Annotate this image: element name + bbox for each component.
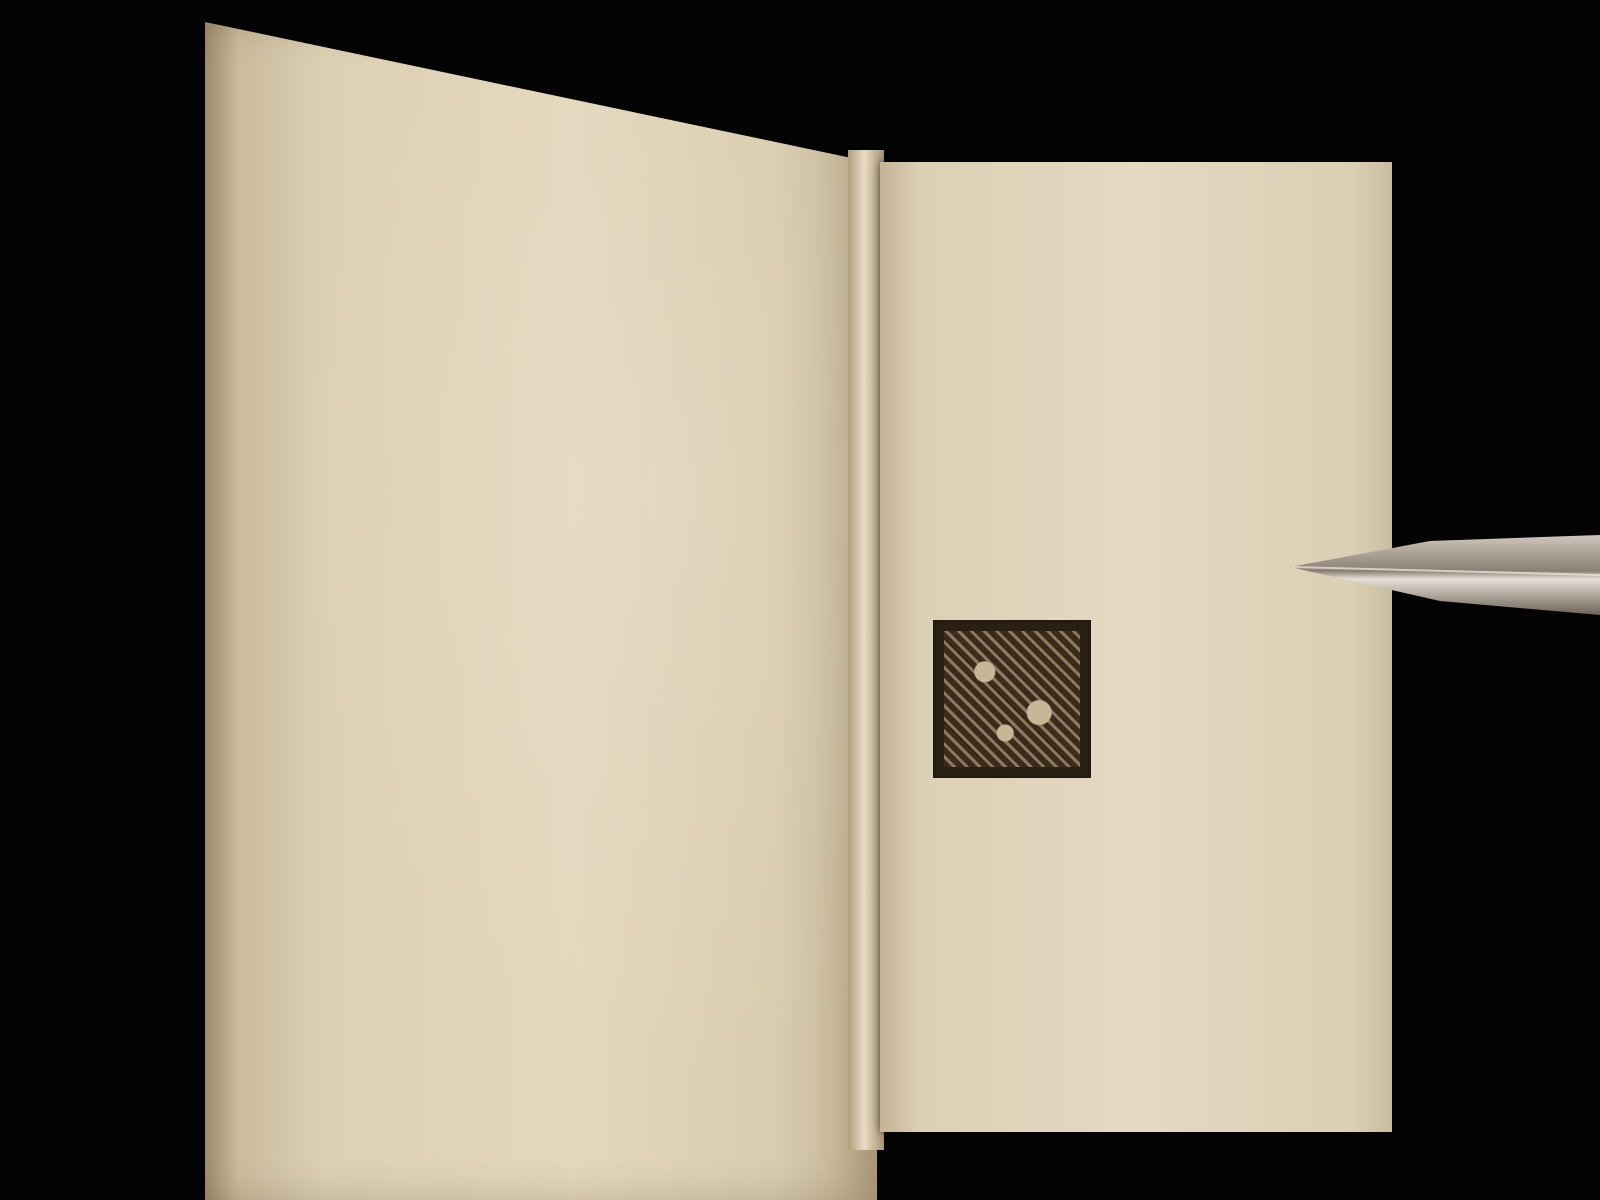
knife-blade-icon [1290, 535, 1600, 615]
book-gutter [848, 150, 884, 1150]
woodcut-initial-icon [933, 620, 1091, 778]
left-page [205, 22, 877, 1200]
